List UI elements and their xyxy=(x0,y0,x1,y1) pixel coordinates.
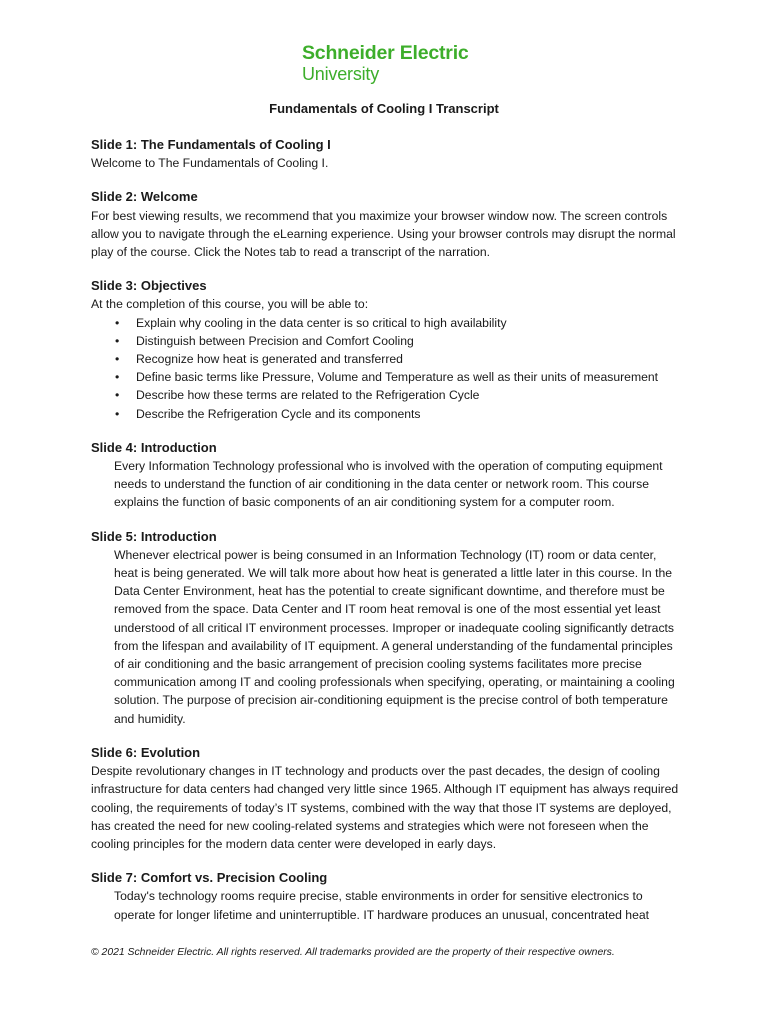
logo-brand: Schneider Electric xyxy=(302,42,469,64)
list-item xyxy=(91,405,681,423)
slide-heading: Slide 3: Objectives xyxy=(91,278,207,294)
transcript-body xyxy=(91,136,681,940)
slide-heading: Slide 2: Welcome xyxy=(91,189,198,205)
list-item-text: Describe how these terms are related to the Refrigeration Cycle xyxy=(136,388,480,403)
bullet-icon: • xyxy=(115,315,120,330)
logo-subtitle: University xyxy=(302,63,380,84)
bullet-icon: • xyxy=(115,388,120,403)
schneider-electric-university-logo xyxy=(302,44,469,83)
slide-1-section xyxy=(91,136,681,172)
slide-heading: Slide 5: Introduction xyxy=(91,528,217,544)
slide-heading: Slide 4: Introduction xyxy=(91,439,217,455)
bullet-icon: • xyxy=(115,406,120,421)
slide-5-section xyxy=(91,528,681,728)
slide-2-section xyxy=(91,188,681,261)
list-item-text: Define basic terms like Pressure, Volume and Temperature as well as their units of measurement xyxy=(136,370,659,385)
slide-text: Every Information Technology professional who is involved with the operation of computing equipment needs to understand the function of air conditioning in the data center or network room. This course explains the function of basic components of an air conditioning system for a computer room. xyxy=(114,459,663,510)
list-item xyxy=(91,332,681,350)
bullet-icon: • xyxy=(115,333,120,348)
list-item-text: Recognize how heat is generated and transferred xyxy=(136,352,403,367)
slide-text: For best viewing results, we recommend that you maximize your browser window now. The screen controls allow you to navigate through the eLearning experience. Using your browser controls may disrupt the normal play of the course. Click the Notes tab to read a transcript of the narration. xyxy=(91,208,676,260)
bullet-icon: • xyxy=(115,352,120,367)
slide-heading: Slide 1: The Fundamentals of Cooling I xyxy=(91,137,331,152)
document-title: Fundamentals of Cooling I Transcript xyxy=(269,101,499,116)
slide-text: Today's technology rooms require precise, stable environments in order for sensitive electronics to operate for longer lifetime and uninterruptible. IT hardware produces an unusual, concentrated heat xyxy=(114,889,650,922)
slide-text: Whenever electrical power is being consumed in an Information Technology (IT) room or data center, heat is being generated. We will talk more about how heat is generated a little later in this course. In the Data Center Environment, heat has the potential to create significant downtime, and therefore must be removed from the space. Data Center and IT room heat removal is one of the most essential yet least understood of all critical IT environment processes. Improper or inadequate cooling significantly detracts from the lifespan and availability of IT equipment. A general understanding of the fundamental principles of air conditioning and the basic arrangement of precision cooling systems facilitates more precise communication among IT and cooling professionals when specifying, operating, or maintaining a cooling solution. The purpose of precision air-conditioning equipment is the precise control of both temperature and humidity. xyxy=(114,547,675,726)
slide-heading: Slide 7: Comfort vs. Precision Cooling xyxy=(91,870,328,886)
slide-text: At the completion of this course, you will be able to: xyxy=(91,297,369,312)
copyright-footer: © 2021 Schneider Electric. All rights reserved. All trademarks provided are the property of their respective owners. xyxy=(91,947,615,958)
slide-heading: Slide 6: Evolution xyxy=(91,744,201,760)
slide-3-section xyxy=(91,277,681,423)
list-item xyxy=(91,368,681,386)
slide-text: Despite revolutionary changes in IT technology and products over the past decades, the design of cooling infrastructure for data centers had changed very little since 1965. Although IT equipment has always required cooling, the requirements of today’s IT systems, combined with the way that those IT systems are deployed, has created the need for new cooling-related systems and strategies which were not foreseen when the cooling principles for the modern data center were developed in early days. xyxy=(91,764,679,851)
slide-7-section xyxy=(91,869,681,924)
slide-4-section xyxy=(91,439,681,512)
slide-6-section xyxy=(91,744,681,853)
list-item-text: Distinguish between Precision and Comfort Cooling xyxy=(136,333,414,348)
list-item xyxy=(91,386,681,404)
list-item xyxy=(91,314,681,332)
list-item-text: Describe the Refrigeration Cycle and its components xyxy=(136,406,421,421)
list-item-text: Explain why cooling in the data center is so critical to high availability xyxy=(136,315,507,330)
slide-text: Welcome to The Fundamentals of Cooling I. xyxy=(91,156,329,171)
bullet-icon: • xyxy=(115,370,120,385)
objectives-list xyxy=(91,314,681,423)
list-item xyxy=(91,350,681,368)
